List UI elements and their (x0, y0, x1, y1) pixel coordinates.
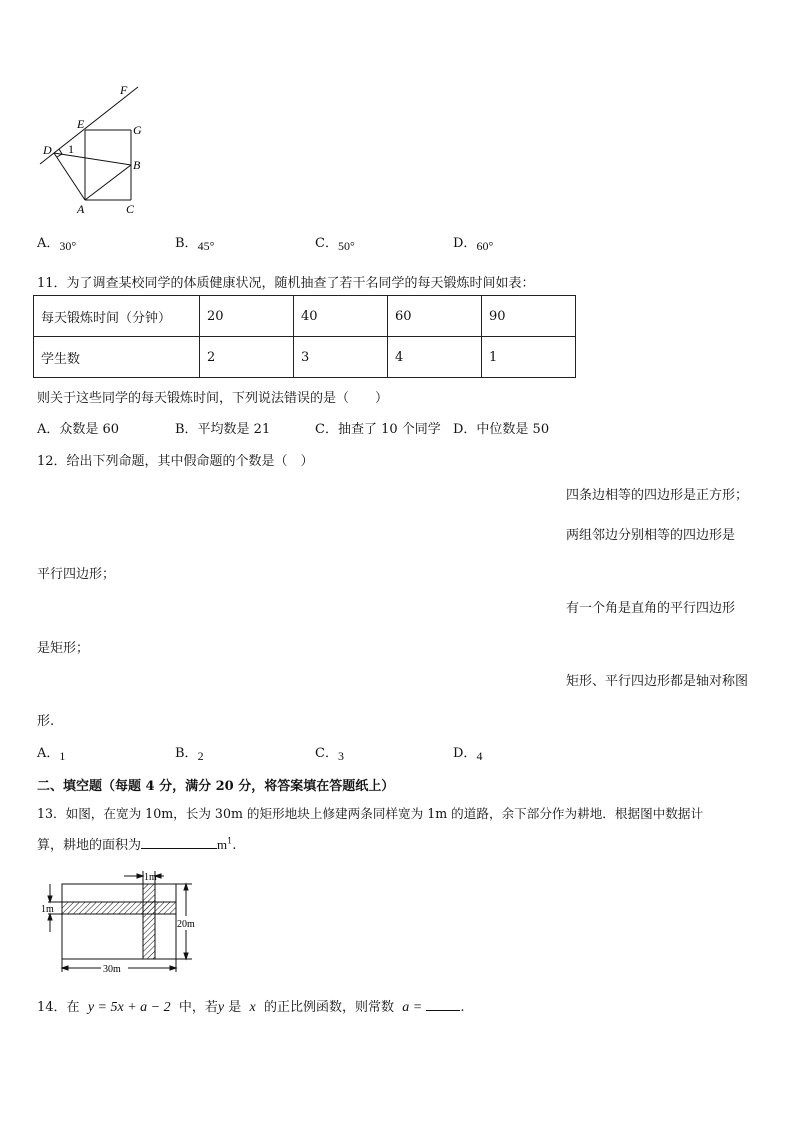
table-cell: 4 (388, 337, 482, 378)
q10-option-c: C．50° (315, 236, 355, 253)
table-cell: 2 (200, 337, 294, 378)
q10-option-a: A．30° (37, 236, 77, 253)
q12-stem: 12．给出下列命题，其中假命题的个数是（ ） (37, 454, 314, 469)
table-cell: 每天锻炼时间（分钟） (34, 296, 200, 337)
table-cell: 1 (482, 337, 576, 378)
label-B: B (133, 158, 141, 172)
q14-equation: y = 5x + a − 2 (87, 1000, 171, 1015)
table-cell: 20 (200, 296, 294, 337)
label-C: C (126, 202, 135, 216)
dim-bottom-30m: 30m (103, 964, 121, 975)
section-title: 二、填空题（每题 4 分，满分 20 分，将答案填在答题纸上） (37, 779, 395, 794)
q11-option-d: D．中位数是 50 (453, 422, 550, 437)
table-cell: 3 (294, 337, 388, 378)
label-A: A (77, 202, 85, 216)
label-1: 1 (68, 142, 74, 156)
label-E: E (77, 117, 85, 131)
q10-option-d: D．60° (453, 236, 494, 253)
q11-option-a: A．众数是 60 (37, 422, 120, 437)
q12-option-d: D．4 (453, 746, 483, 763)
table-cell: 40 (294, 296, 388, 337)
table-cell: 学生数 (34, 337, 200, 378)
answer-blank (426, 998, 460, 1011)
q12-proposition-1: 四条边相等的四边形是正方形； (566, 488, 749, 503)
dim-right-20m: 20m (177, 919, 195, 930)
q12-proposition-3b: 是矩形； (37, 641, 90, 656)
answer-blank (141, 836, 217, 849)
dim-left-1m: 1m (41, 904, 54, 915)
q12-proposition-4b: 形. (37, 714, 55, 729)
q14-text: 14．在 y = 5x + a − 2 中，若y 是 x 的正比例函数，则常数 a = . (37, 1000, 465, 1015)
q11-question: 则关于这些同学的每天锻炼时间，下列说法错误的是（ ） (37, 391, 389, 406)
table-cell: 90 (482, 296, 576, 337)
q11-option-b: B．平均数是 21 (175, 422, 271, 437)
q13-line2: 算，耕地的面积为 $m^1$. (37, 836, 237, 853)
q12-proposition-2b: 平行四边形； (37, 567, 116, 582)
q12-option-c: C．3 (315, 746, 344, 763)
q11-data-table (33, 295, 576, 378)
q13-line1: 13．如图，在宽为 10m，长为 30m 的矩形地块上修建两条同样宽为 1m 的道路，余下部分作为耕地．根据图中数据计 (37, 806, 704, 821)
label-G: G (133, 123, 142, 137)
table-cell: 60 (388, 296, 482, 337)
q12-proposition-2a: 两组邻边分别相等的四边形是 (566, 528, 736, 543)
label-F: F (120, 83, 128, 97)
q12-option-b: B．2 (175, 746, 204, 763)
q12-proposition-3a: 有一个角是直角的平行四边形 (566, 601, 736, 616)
q11-stem: 11．为了调查某校同学的体质健康状况，随机抽查了若干名同学的每天锻炼时间如表： (37, 276, 535, 291)
geometry-figure-q10 (30, 80, 160, 220)
q12-option-a: A．1 (37, 746, 66, 763)
label-D: D (43, 143, 52, 157)
table-row (34, 337, 576, 378)
q11-option-c: C．抽查了 10 个同学 (315, 422, 441, 437)
q12-proposition-4a: 矩形、平行四边形都是轴对称图 (566, 674, 749, 689)
table-row (34, 296, 576, 337)
dim-top-1m: 1m (144, 872, 157, 883)
road-diagram-q13 (36, 866, 206, 978)
q10-option-b: B．45° (175, 236, 215, 253)
